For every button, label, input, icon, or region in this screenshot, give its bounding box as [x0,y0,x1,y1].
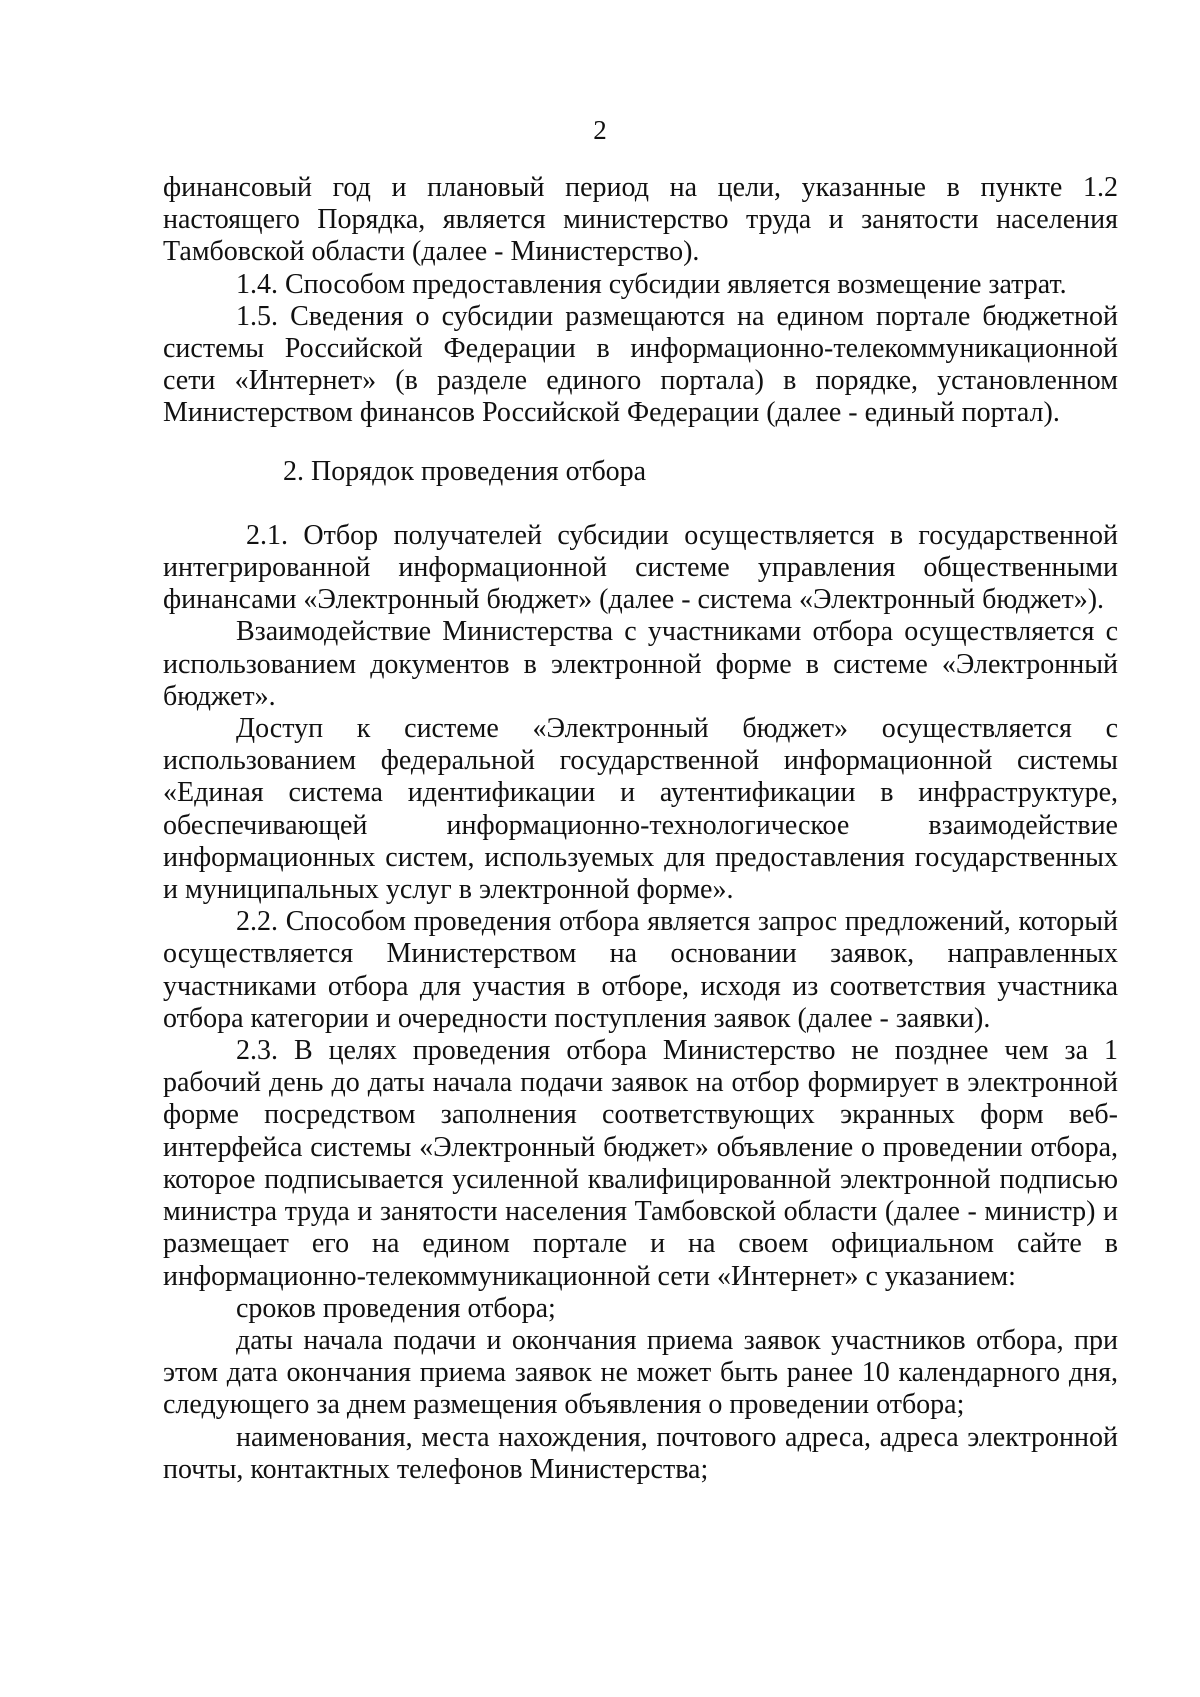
paragraph-interaction: Взаимодействие Министерства с участниками отбора осуществляется с использованием документов в электронной форме в системе «Электронный бюджет». [163,616,1118,712]
list-item-terms: сроков проведения отбора; [236,1292,556,1324]
list-item-contacts: наименования, места нахождения, почтового адреса, адреса электронной почты, контактных телефонов Министерства; [163,1421,1118,1485]
paragraph-2-2: 2.2. Способом проведения отбора является запрос предложений, который осуществляется Министерством на основании заявок, направленных участниками отбора для участия в отборе, исходя из соответствия участника отбора категории и очередности поступления заявок (далее - заявки). [163,906,1118,1034]
paragraph-1-4: 1.4. Способом предоставления субсидии является возмещение затрат. [236,268,1067,300]
paragraph-continuation: финансовый год и плановый период на цели, указанные в пункте 1.2 настоящего Порядка, является министерство труда и занятости населения Тамбовской области (далее - Министерство). [163,172,1118,268]
paragraph-2-1: 2.1. Отбор получателей субсидии осуществляется в государственной интегрированной информационной системе управления общественными финансами «Электронный бюджет» (далее - система «Электронный бюджет»). [163,519,1118,616]
document-body [163,172,1118,1486]
paragraph-2-3: 2.3. В целях проведения отбора Министерство не позднее чем за 1 рабочий день до даты начала подачи заявок на отбор формирует в электронной форме посредством заполнения соответствующих экранных форм веб-интерфейса системы «Электронный бюджет» объявление о проведении отбора, которое подписывается усиленной квалифицированной электронной подписью министра труда и занятости населения Тамбовской области (далее - министр) и размещает его на едином портале и на своем официальном сайте в информационно-телекоммуникационной сети «Интернет» с указанием: [163,1035,1118,1292]
page-number: 2 [593,115,607,145]
paragraph-1-5: 1.5. Сведения о субсидии размещаются на едином портале бюджетной системы Российской Федерации в информационно-телекоммуникационной сети «Интернет» (в разделе единого портала) в порядке, установленном Министерством финансов Российской Федерации (далее - единый портал). [163,300,1118,429]
paragraph-access: Доступ к системе «Электронный бюджет» осуществляется с использованием федеральной государственной информационной системы «Единая система идентификации и аутентификации в инфраструктуре, обеспечивающей информационно-технологическое взаимодействие информационных систем, используемых для предоставления государственных и муниципальных услуг в электронной форме». [163,713,1118,906]
section-heading: 2. Порядок проведения отбора [283,455,647,487]
list-item-dates: даты начала подачи и окончания приема заявок участников отбора, при этом дата окончания приема заявок не может быть ранее 10 календарного дня, следующего за днем размещения объявления о проведении отбора; [163,1324,1118,1421]
